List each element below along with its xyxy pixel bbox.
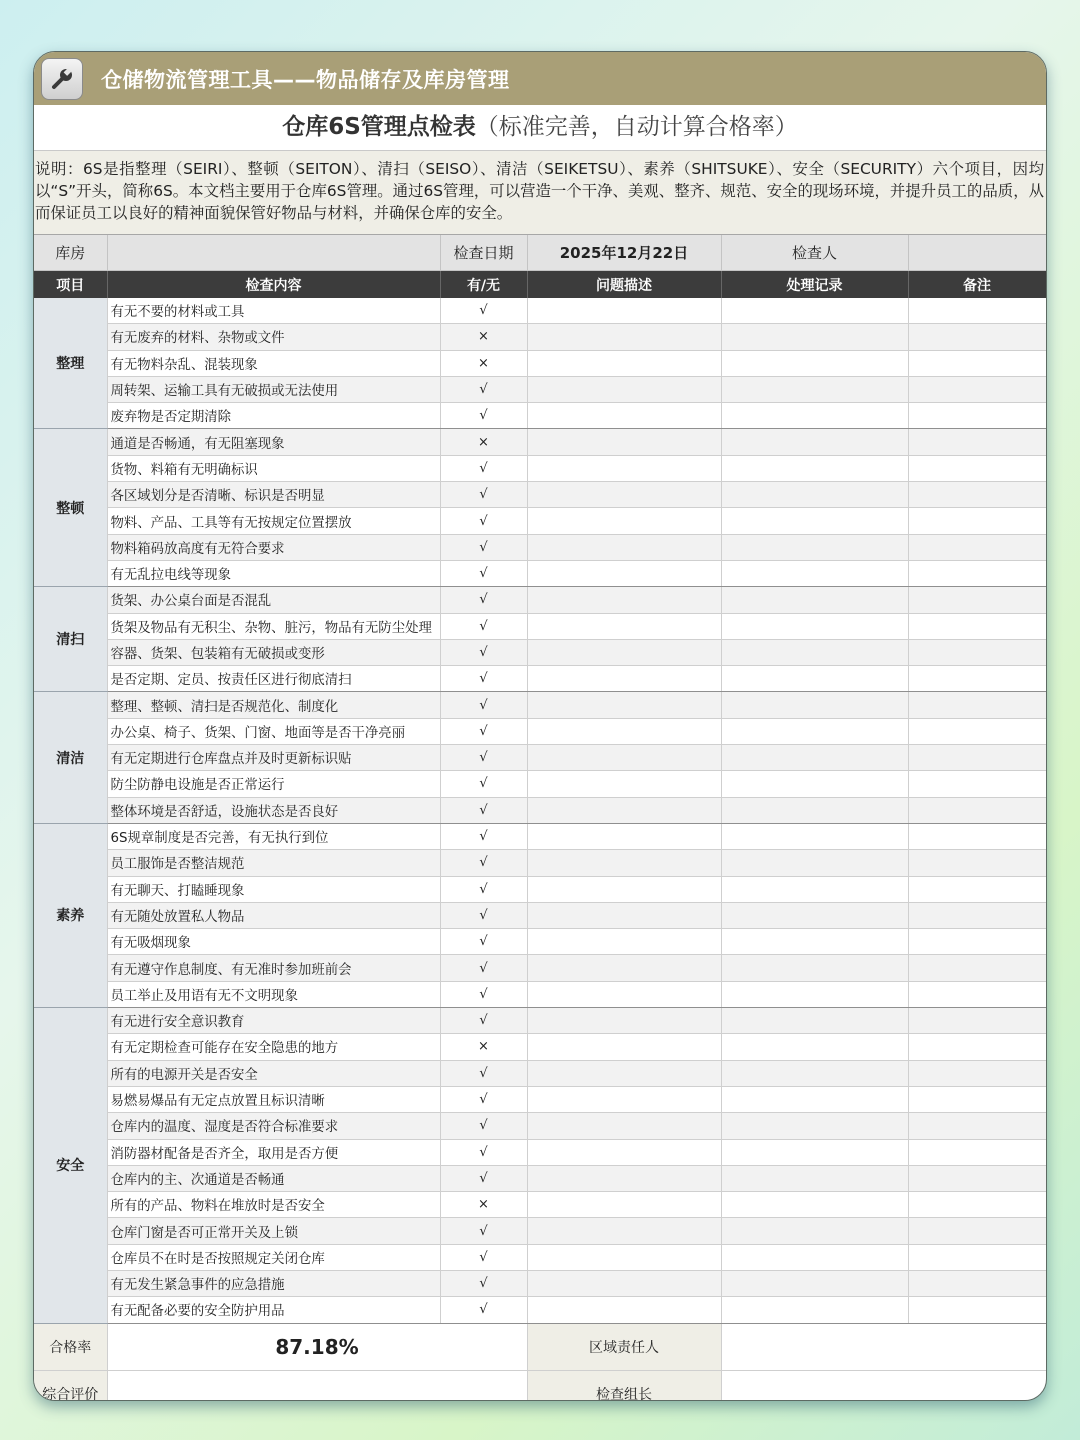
problem-description-cell[interactable] (527, 1139, 721, 1165)
check-result-cell[interactable]: × (440, 1034, 527, 1060)
remarks-cell[interactable] (908, 1086, 1046, 1112)
check-content-cell: 物料、产品、工具等有无按规定位置摆放 (107, 508, 440, 534)
app-titlebar (34, 52, 1046, 105)
problem-description-cell[interactable] (527, 508, 721, 534)
check-result-cell[interactable]: √ (440, 1113, 527, 1139)
date-input[interactable]: 2025年12月22日 (527, 235, 721, 271)
overall-label: 综合评价 (34, 1370, 107, 1401)
check-content-cell: 容器、货架、包装箱有无破损或变形 (107, 639, 440, 665)
pass-rate-label: 合格率 (34, 1323, 107, 1370)
problem-description-cell[interactable] (527, 350, 721, 376)
remarks-cell[interactable] (908, 376, 1046, 402)
wrench-icon[interactable] (41, 58, 83, 100)
category-cell: 整顿 (34, 429, 107, 587)
remarks-cell[interactable] (908, 1060, 1046, 1086)
handling-record-cell[interactable] (721, 1008, 908, 1034)
table-row (34, 850, 1046, 876)
remarks-cell[interactable] (908, 1218, 1046, 1244)
category-cell: 素养 (34, 823, 107, 1007)
handling-record-cell[interactable] (721, 1192, 908, 1218)
check-result-cell[interactable]: √ (440, 1165, 527, 1191)
handling-record-cell[interactable] (721, 902, 908, 928)
remarks-cell[interactable] (908, 482, 1046, 508)
inspector-input[interactable] (908, 235, 1046, 271)
column-header: 问题描述 (527, 271, 721, 299)
problem-description-cell[interactable] (527, 1008, 721, 1034)
problem-description-cell[interactable] (527, 1113, 721, 1139)
handling-record-cell[interactable] (721, 850, 908, 876)
table-row (34, 1060, 1046, 1086)
check-result-cell[interactable]: √ (440, 376, 527, 402)
inspector-label: 检查人 (721, 235, 908, 271)
check-result-cell[interactable]: × (440, 350, 527, 376)
problem-description-cell[interactable] (527, 1297, 721, 1323)
table-row (34, 1086, 1046, 1112)
problem-description-cell[interactable] (527, 534, 721, 560)
check-result-cell[interactable]: √ (440, 1244, 527, 1270)
table-row (34, 1165, 1046, 1191)
remarks-cell[interactable] (908, 1192, 1046, 1218)
checklist-card (33, 51, 1047, 1401)
check-result-cell[interactable]: √ (440, 508, 527, 534)
remarks-cell[interactable] (908, 876, 1046, 902)
remarks-cell[interactable] (908, 455, 1046, 481)
check-result-cell[interactable]: √ (440, 981, 527, 1007)
table-row (34, 1244, 1046, 1270)
check-content-cell: 消防器材配备是否齐全，取用是否方便 (107, 1139, 440, 1165)
problem-description-cell[interactable] (527, 850, 721, 876)
check-result-cell[interactable]: √ (440, 482, 527, 508)
check-result-cell[interactable]: √ (440, 455, 527, 481)
handling-record-cell[interactable] (721, 692, 908, 718)
problem-description-cell[interactable] (527, 613, 721, 639)
check-content-cell: 货架、办公桌台面是否混乱 (107, 587, 440, 613)
handling-record-cell[interactable] (721, 403, 908, 429)
check-content-cell: 周转架、运输工具有无破损或无法使用 (107, 376, 440, 402)
evaluation-row (34, 1370, 1046, 1401)
check-result-cell[interactable]: √ (440, 560, 527, 586)
handling-record-cell[interactable] (721, 666, 908, 692)
check-result-cell[interactable]: √ (440, 1218, 527, 1244)
problem-description-cell[interactable] (527, 981, 721, 1007)
remarks-cell[interactable] (908, 1008, 1046, 1034)
remarks-cell[interactable] (908, 350, 1046, 376)
check-content-cell: 有无定期检查可能存在安全隐患的地方 (107, 1034, 440, 1060)
check-result-cell[interactable]: √ (440, 823, 527, 849)
table-row (34, 955, 1046, 981)
remarks-cell[interactable] (908, 298, 1046, 324)
remarks-cell[interactable] (908, 666, 1046, 692)
check-content-cell: 有无遵守作息制度、有无准时参加班前会 (107, 955, 440, 981)
handling-record-cell[interactable] (721, 482, 908, 508)
check-result-cell[interactable]: √ (440, 797, 527, 823)
handling-record-cell[interactable] (721, 1244, 908, 1270)
check-result-cell[interactable]: √ (440, 876, 527, 902)
table-row (34, 876, 1046, 902)
check-result-cell[interactable]: √ (440, 639, 527, 665)
handling-record-cell[interactable] (721, 350, 908, 376)
table-row (34, 823, 1046, 849)
check-content-cell: 有无乱拉电线等现象 (107, 560, 440, 586)
check-content-cell: 所有的电源开关是否安全 (107, 1060, 440, 1086)
check-content-cell: 货架及物品有无积尘、杂物、脏污，物品有无防尘处理 (107, 613, 440, 639)
table-row (34, 1270, 1046, 1296)
problem-description-cell[interactable] (527, 929, 721, 955)
table-row (34, 981, 1046, 1007)
table-row (34, 534, 1046, 560)
problem-description-cell[interactable] (527, 823, 721, 849)
check-result-cell[interactable]: √ (440, 745, 527, 771)
check-content-cell: 整理、整顿、清扫是否规范化、制度化 (107, 692, 440, 718)
date-label: 检查日期 (440, 235, 527, 271)
table-row (34, 1192, 1046, 1218)
handling-record-cell[interactable] (721, 797, 908, 823)
problem-description-cell[interactable] (527, 482, 721, 508)
problem-description-cell[interactable] (527, 1165, 721, 1191)
table-row (34, 613, 1046, 639)
table-row (34, 1113, 1046, 1139)
handling-record-cell[interactable] (721, 508, 908, 534)
table-row (34, 455, 1046, 481)
handling-record-cell[interactable] (721, 534, 908, 560)
remarks-cell[interactable] (908, 403, 1046, 429)
table-row (34, 1297, 1046, 1323)
check-result-cell[interactable]: √ (440, 929, 527, 955)
remarks-cell[interactable] (908, 718, 1046, 744)
table-row (34, 429, 1046, 455)
table-row (34, 718, 1046, 744)
check-content-cell: 有无随处放置私人物品 (107, 902, 440, 928)
table-row (34, 324, 1046, 350)
problem-description-cell[interactable] (527, 797, 721, 823)
handling-record-cell[interactable] (721, 587, 908, 613)
check-result-cell[interactable]: √ (440, 613, 527, 639)
handling-record-cell[interactable] (721, 613, 908, 639)
problem-description-cell[interactable] (527, 455, 721, 481)
remarks-cell[interactable] (908, 981, 1046, 1007)
check-result-cell[interactable]: √ (440, 850, 527, 876)
check-result-cell[interactable]: √ (440, 955, 527, 981)
check-result-cell[interactable]: √ (440, 666, 527, 692)
handling-record-cell[interactable] (721, 429, 908, 455)
check-content-cell: 有无配备必要的安全防护用品 (107, 1297, 440, 1323)
pass-rate-value: 87.18% (107, 1323, 527, 1370)
check-content-cell: 有无进行安全意识教育 (107, 1008, 440, 1034)
remarks-cell[interactable] (908, 324, 1046, 350)
remarks-cell[interactable] (908, 929, 1046, 955)
handling-record-cell[interactable] (721, 1218, 908, 1244)
remarks-cell[interactable] (908, 429, 1046, 455)
handling-record-cell[interactable] (721, 376, 908, 402)
check-content-cell: 有无不要的材料或工具 (107, 298, 440, 324)
problem-description-cell[interactable] (527, 1034, 721, 1060)
remarks-cell[interactable] (908, 639, 1046, 665)
check-result-cell[interactable]: √ (440, 534, 527, 560)
area-owner-input[interactable] (721, 1323, 1046, 1370)
table-row (34, 639, 1046, 665)
remarks-cell[interactable] (908, 1034, 1046, 1060)
category-cell: 清扫 (34, 587, 107, 692)
remarks-cell[interactable] (908, 1113, 1046, 1139)
check-result-cell[interactable]: √ (440, 718, 527, 744)
check-result-cell[interactable]: √ (440, 1008, 527, 1034)
column-header-row (34, 271, 1046, 299)
check-content-cell: 是否定期、定员、按责任区进行彻底清扫 (107, 666, 440, 692)
problem-description-cell[interactable] (527, 718, 721, 744)
check-content-cell: 有无吸烟现象 (107, 929, 440, 955)
handling-record-cell[interactable] (721, 560, 908, 586)
table-row (34, 1218, 1046, 1244)
handling-record-cell[interactable] (721, 1034, 908, 1060)
problem-description-cell[interactable] (527, 560, 721, 586)
table-row (34, 745, 1046, 771)
column-header: 处理记录 (721, 271, 908, 299)
handling-record-cell[interactable] (721, 1139, 908, 1165)
table-row (34, 350, 1046, 376)
table-row (34, 560, 1046, 586)
problem-description-cell[interactable] (527, 745, 721, 771)
remarks-cell[interactable] (908, 1139, 1046, 1165)
table-row (34, 1008, 1046, 1034)
document-title-main: 仓库6S管理点检表 (282, 114, 476, 140)
handling-record-cell[interactable] (721, 1113, 908, 1139)
check-content-cell: 有无发生紧急事件的应急措施 (107, 1270, 440, 1296)
problem-description-cell[interactable] (527, 1270, 721, 1296)
handling-record-cell[interactable] (721, 929, 908, 955)
problem-description-cell[interactable] (527, 666, 721, 692)
check-content-cell: 仓库门窗是否可正常开关及上锁 (107, 1218, 440, 1244)
table-row (34, 482, 1046, 508)
check-content-cell: 仓库内的主、次通道是否畅通 (107, 1165, 440, 1191)
table-row (34, 666, 1046, 692)
problem-description-cell[interactable] (527, 639, 721, 665)
remarks-cell[interactable] (908, 745, 1046, 771)
check-content-cell: 废弃物是否定期清除 (107, 403, 440, 429)
problem-description-cell[interactable] (527, 1086, 721, 1112)
check-content-cell: 货物、料箱有无明确标识 (107, 455, 440, 481)
check-content-cell: 员工服饰是否整洁规范 (107, 850, 440, 876)
check-content-cell: 整体环境是否舒适，设施状态是否良好 (107, 797, 440, 823)
table-row (34, 376, 1046, 402)
handling-record-cell[interactable] (721, 745, 908, 771)
problem-description-cell[interactable] (527, 429, 721, 455)
table-row (34, 929, 1046, 955)
problem-description-cell[interactable] (527, 298, 721, 324)
problem-description-cell[interactable] (527, 324, 721, 350)
check-content-cell: 员工举止及用语有无不文明现象 (107, 981, 440, 1007)
check-result-cell[interactable]: × (440, 324, 527, 350)
area-owner-label: 区域责任人 (527, 1323, 721, 1370)
remarks-cell[interactable] (908, 850, 1046, 876)
remarks-cell[interactable] (908, 955, 1046, 981)
handling-record-cell[interactable] (721, 771, 908, 797)
description-text: 说明：6S是指整理（SEIRI）、整顿（SEITON）、清扫（SEISO）、清洁（SEIKETSU）、素养（SHITSUKE）、安全（SECURITY）六个项目，因均以“S”开头，简称6S。本文档主要用于仓库6S管理。通过6S管理，可以营造一个干净、美观、整齐、规范、安全的现场环境，并提升员工的品质，从而保证员工以良好的精神面貌保管好物品与材料，并确保仓库的安全。 (34, 151, 1046, 235)
check-content-cell: 仓库内的温度、湿度是否符合标准要求 (107, 1113, 440, 1139)
remarks-cell[interactable] (908, 1165, 1046, 1191)
check-result-cell[interactable]: × (440, 429, 527, 455)
app-title: 仓储物流管理工具——物品储存及库房管理 (101, 67, 510, 92)
warehouse-label: 库房 (34, 235, 107, 271)
problem-description-cell[interactable] (527, 1192, 721, 1218)
handling-record-cell[interactable] (721, 1086, 908, 1112)
checklist-table (34, 235, 1047, 1401)
remarks-cell[interactable] (908, 534, 1046, 560)
check-content-cell: 易燃易爆品有无定点放置且标识清晰 (107, 1086, 440, 1112)
handling-record-cell[interactable] (721, 823, 908, 849)
remarks-cell[interactable] (908, 508, 1046, 534)
check-result-cell[interactable]: √ (440, 1086, 527, 1112)
remarks-cell[interactable] (908, 560, 1046, 586)
check-content-cell: 通道是否畅通，有无阻塞现象 (107, 429, 440, 455)
remarks-cell[interactable] (908, 1270, 1046, 1296)
column-header: 项目 (34, 271, 107, 299)
check-result-cell[interactable]: √ (440, 902, 527, 928)
handling-record-cell[interactable] (721, 1165, 908, 1191)
check-result-cell[interactable]: × (440, 1192, 527, 1218)
problem-description-cell[interactable] (527, 955, 721, 981)
check-result-cell[interactable]: √ (440, 692, 527, 718)
remarks-cell[interactable] (908, 692, 1046, 718)
remarks-cell[interactable] (908, 613, 1046, 639)
problem-description-cell[interactable] (527, 692, 721, 718)
category-cell: 清洁 (34, 692, 107, 823)
check-result-cell[interactable]: √ (440, 1270, 527, 1296)
check-content-cell: 有无定期进行仓库盘点并及时更新标识贴 (107, 745, 440, 771)
remarks-cell[interactable] (908, 587, 1046, 613)
table-row (34, 403, 1046, 429)
handling-record-cell[interactable] (721, 876, 908, 902)
column-header: 备注 (908, 271, 1046, 299)
handling-record-cell[interactable] (721, 718, 908, 744)
check-result-cell[interactable]: √ (440, 403, 527, 429)
check-content-cell: 所有的产品、物料在堆放时是否安全 (107, 1192, 440, 1218)
handling-record-cell[interactable] (721, 1270, 908, 1296)
check-content-cell: 仓库员不在时是否按照规定关闭仓库 (107, 1244, 440, 1270)
problem-description-cell[interactable] (527, 1060, 721, 1086)
check-content-cell: 防尘防静电设施是否正常运行 (107, 771, 440, 797)
remarks-cell[interactable] (908, 771, 1046, 797)
problem-description-cell[interactable] (527, 403, 721, 429)
document-title (34, 105, 1046, 151)
remarks-cell[interactable] (908, 1297, 1046, 1323)
table-row (34, 771, 1046, 797)
check-result-cell[interactable]: √ (440, 298, 527, 324)
column-header: 有/无 (440, 271, 527, 299)
remarks-cell[interactable] (908, 797, 1046, 823)
check-content-cell: 各区域划分是否清晰、标识是否明显 (107, 482, 440, 508)
check-content-cell: 有无废弃的材料、杂物或文件 (107, 324, 440, 350)
column-header: 检查内容 (107, 271, 440, 299)
table-row (34, 902, 1046, 928)
check-content-cell: 办公桌、椅子、货架、门窗、地面等是否干净亮丽 (107, 718, 440, 744)
info-row (34, 235, 1046, 271)
check-result-cell[interactable]: √ (440, 1060, 527, 1086)
problem-description-cell[interactable] (527, 587, 721, 613)
check-content-cell: 有无聊天、打瞌睡现象 (107, 876, 440, 902)
check-content-cell: 物料箱码放高度有无符合要求 (107, 534, 440, 560)
remarks-cell[interactable] (908, 1244, 1046, 1270)
table-row (34, 692, 1046, 718)
handling-record-cell[interactable] (721, 639, 908, 665)
check-result-cell[interactable]: √ (440, 1297, 527, 1323)
problem-description-cell[interactable] (527, 902, 721, 928)
table-row (34, 298, 1046, 324)
document-title-sub: （标准完善，自动计算合格率） (475, 114, 798, 140)
table-row (34, 587, 1046, 613)
handling-record-cell[interactable] (721, 1060, 908, 1086)
problem-description-cell[interactable] (527, 1218, 721, 1244)
category-cell: 安全 (34, 1008, 107, 1324)
group-leader-label: 检查组长 (527, 1370, 721, 1401)
remarks-cell[interactable] (908, 823, 1046, 849)
problem-description-cell[interactable] (527, 1244, 721, 1270)
check-result-cell[interactable]: √ (440, 587, 527, 613)
table-row (34, 508, 1046, 534)
warehouse-input[interactable] (107, 235, 440, 271)
problem-description-cell[interactable] (527, 376, 721, 402)
table-row (34, 1034, 1046, 1060)
overall-input[interactable] (107, 1370, 527, 1401)
handling-record-cell[interactable] (721, 955, 908, 981)
problem-description-cell[interactable] (527, 876, 721, 902)
handling-record-cell[interactable] (721, 1297, 908, 1323)
table-row (34, 797, 1046, 823)
check-content-cell: 有无物料杂乱、混装现象 (107, 350, 440, 376)
remarks-cell[interactable] (908, 902, 1046, 928)
pass-rate-row (34, 1323, 1046, 1370)
group-leader-input[interactable] (721, 1370, 1046, 1401)
handling-record-cell[interactable] (721, 981, 908, 1007)
problem-description-cell[interactable] (527, 771, 721, 797)
category-cell: 整理 (34, 298, 107, 429)
check-content-cell: 6S规章制度是否完善，有无执行到位 (107, 823, 440, 849)
check-result-cell[interactable]: √ (440, 1139, 527, 1165)
handling-record-cell[interactable] (721, 324, 908, 350)
table-row (34, 1139, 1046, 1165)
handling-record-cell[interactable] (721, 455, 908, 481)
handling-record-cell[interactable] (721, 298, 908, 324)
check-result-cell[interactable]: √ (440, 771, 527, 797)
